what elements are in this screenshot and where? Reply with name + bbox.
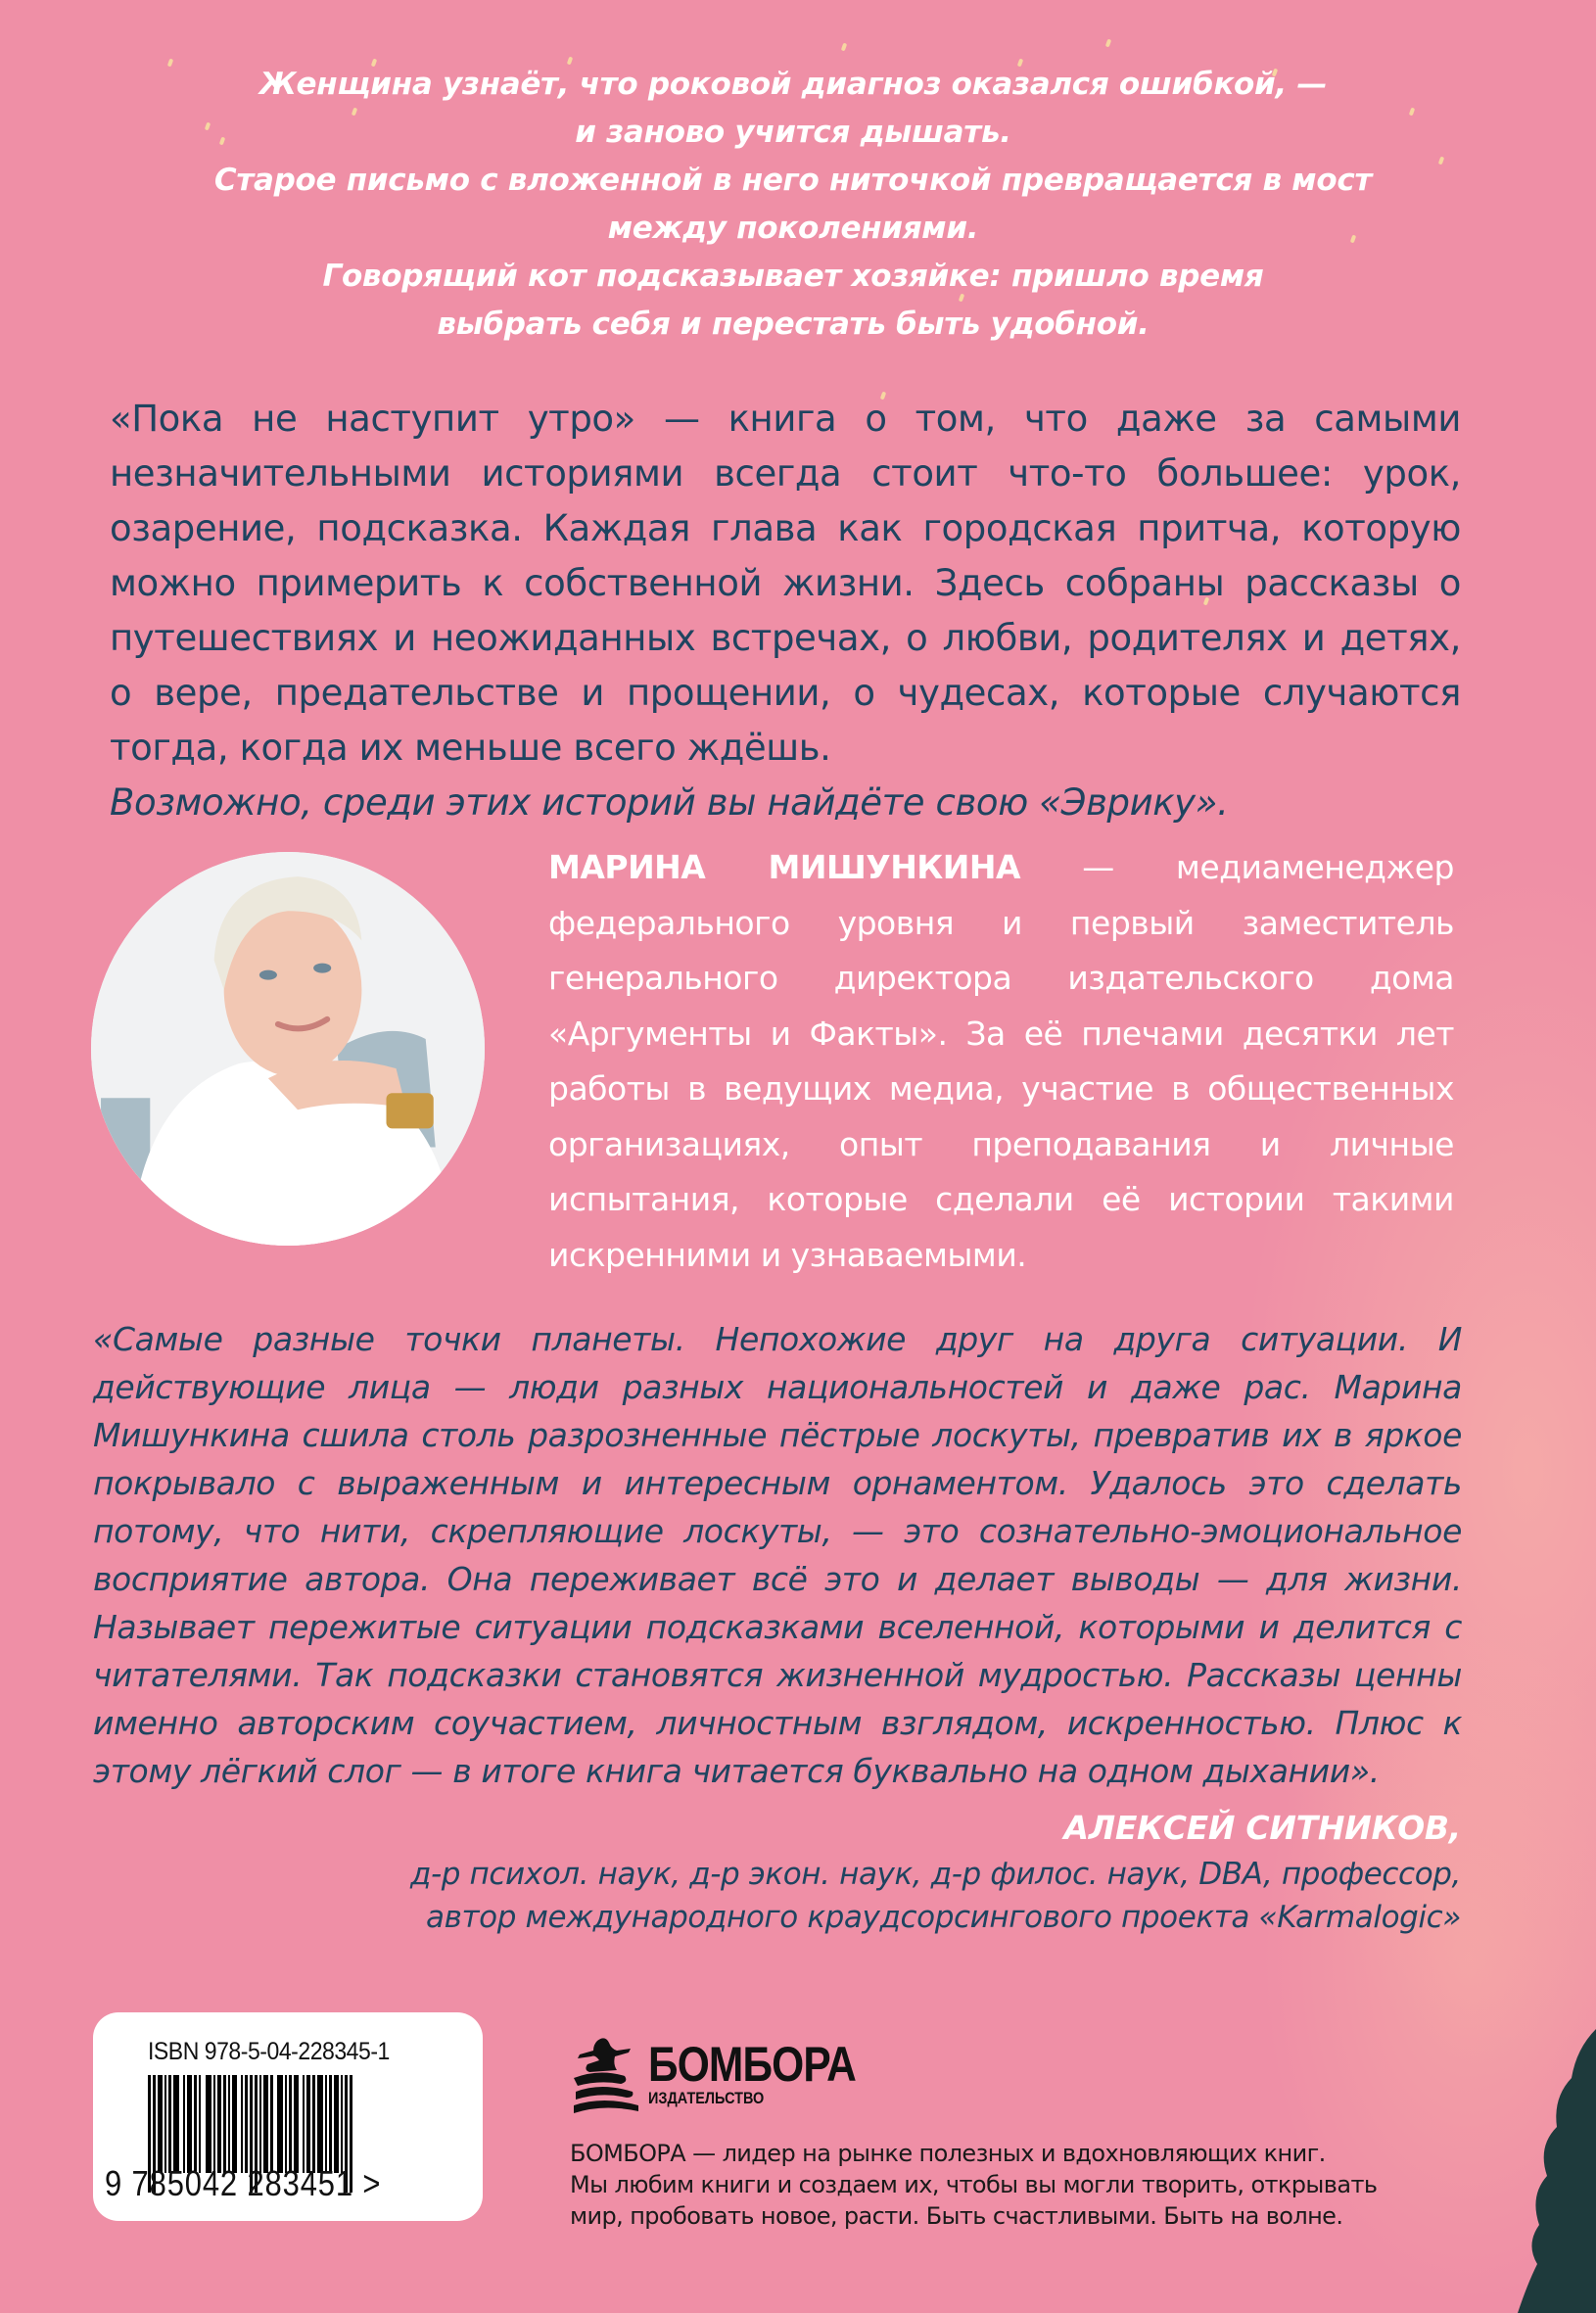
teaser-block: [147, 61, 1439, 349]
review-text: «Самые разные точки планеты. Непохожие друг на друга ситуации. И действующие лица — люди разных национальностей и даже рас. Марина Мишункина сшила столь разрозненные пёстрые лоскуты, превратив их в яркое покрывало с выраженным и интересным орнаментом. Удалось это сделать потому, что нити, скрепляющие лоскуты, — это сознательно-эмоциональное восприятие автора. Она переживает всё это и делает выводы — для жизни. Называет пережитые ситуации подсказками вселенной, которыми и делится с читателями. Так подсказки становятся жизненной мудростью. Рассказы ценны именно авторским соучастием, личностным взглядом, искренностью. Плюс к этому лёгкий слог — в итоге книга читается буквально на одном дыхании».: [93, 1320, 1462, 1790]
publisher-logo: [570, 2032, 892, 2115]
isbn-barcode-box: [93, 2012, 483, 2221]
author-bio: [548, 840, 1454, 1283]
publisher-blurb: [570, 2138, 1451, 2232]
teaser-line: Говорящий кот подсказывает хозяйке: пришло время: [322, 259, 1264, 294]
isbn-label: ISBN 978-5-04-228345-1: [148, 2038, 390, 2065]
teaser-line: выбрать себя и перестать быть удобной.: [437, 307, 1150, 342]
barcode-digits: 9 785042 283451 >: [105, 2163, 382, 2203]
author-portrait-icon: [91, 852, 485, 1246]
reviewer-credentials-line: д-р психол. наук, д-р экон. наук, д-р филос. наук, DBA, профессор,: [409, 1857, 1461, 1892]
review-quote: [93, 1315, 1462, 1795]
author-name: МАРИНА МИШУНКИНА: [548, 848, 1021, 886]
teaser-line: между поколениями.: [607, 211, 979, 246]
book-description: [110, 392, 1461, 830]
publisher-blurb-line: Мы любим книги и создаем их, чтобы вы могли творить, открывать: [570, 2171, 1378, 2198]
publisher-blurb-line: БОМБОРА — лидер на рынке полезных и вдохновляющих книг.: [570, 2140, 1326, 2167]
teaser-line: Старое письмо с вложенной в него ниточкой превращается в мост: [213, 163, 1373, 198]
reviewer-credentials-line: автор международного краудсорсингового проекта «Karmalogic»: [426, 1900, 1461, 1935]
tree-silhouette-icon: [1518, 2029, 1596, 2313]
author-photo: [91, 852, 485, 1246]
review-attribution: [410, 1804, 1461, 1939]
publisher-name: БОМБОРА: [648, 2036, 856, 2092]
bombora-surfer-icon: [570, 2035, 642, 2113]
description-paragraph: «Пока не наступит утро» — книга о том, что даже за самыми незначительными историями всегда стоит что-то большее: урок, озарение, подсказка. Каждая глава как городская притча, которую можно примерить к собственной жизни. Здесь собраны рассказы о путешествиях и неожиданных встречах, о любви, родителях и детях, о вере, предательстве и прощении, о чудесах, которые случаются тогда, когда их меньше всего ждёшь.: [110, 398, 1461, 769]
author-bio-text: — медиаменеджер федерального уровня и первый заместитель генерального директора издательского дома «Аргументы и Факты». За её плечами десятки лет работы в ведущих медиа, участие в общественных организациях, опыт преподавания и личные испытания, которые сделали её истории такими искренними и узнаваемыми.: [548, 848, 1454, 1274]
teaser-line: и заново учится дышать.: [575, 115, 1011, 150]
publisher-subtitle: ИЗДАТЕЛЬСТВО: [648, 2088, 765, 2107]
publisher-blurb-line: мир, пробовать новое, расти. Быть счастливыми. Быть на волне.: [570, 2202, 1343, 2230]
teaser-line: Женщина узнаёт, что роковой диагноз оказался ошибкой, —: [258, 67, 1328, 102]
reviewer-name: АЛЕКСЕЙ СИТНИКОВ,: [1063, 1809, 1461, 1847]
description-closing: Возможно, среди этих историй вы найдёте свою «Эврику».: [110, 781, 1229, 824]
